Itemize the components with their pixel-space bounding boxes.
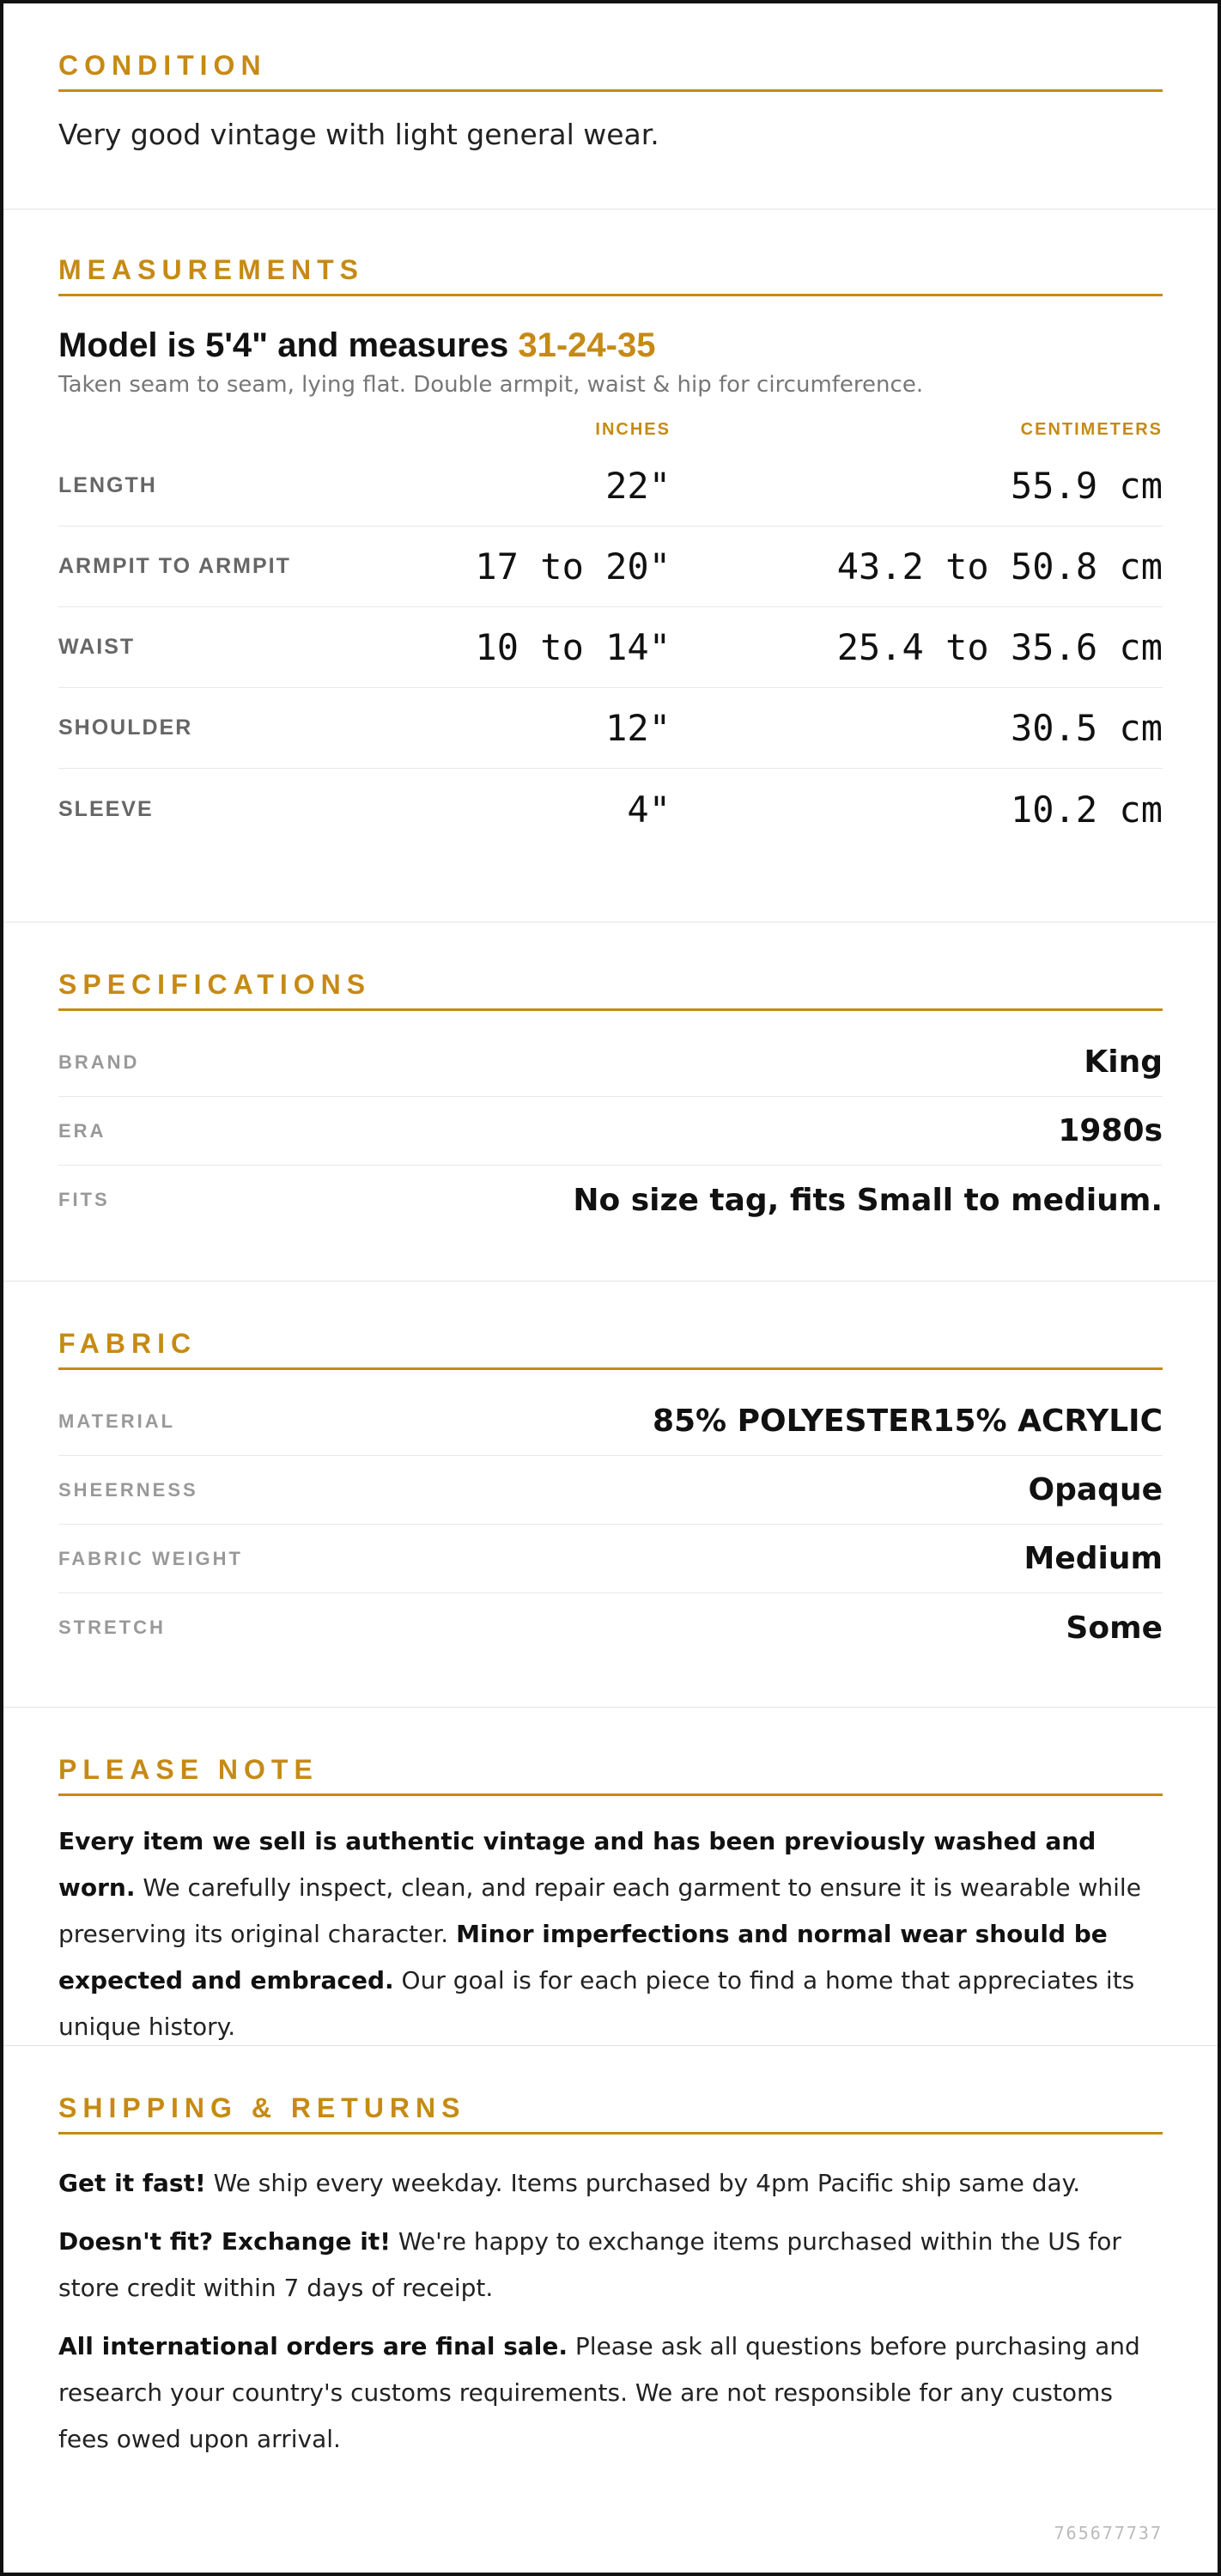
condition-title: CONDITION	[58, 48, 1163, 92]
specifications-list	[58, 1028, 1163, 1234]
measurement-label: WAIST	[58, 635, 136, 659]
fabric-row-weight	[58, 1525, 1163, 1593]
fabric-row-stretch	[58, 1593, 1163, 1662]
shipping-paragraph	[58, 2160, 1163, 2207]
inches-column-header: INCHES	[595, 420, 671, 439]
shipping-returns-title: SHIPPING & RETURNS	[58, 2091, 1163, 2134]
measurement-label: LENGTH	[58, 473, 157, 497]
condition-text: Very good vintage with light general wear.	[58, 118, 659, 151]
measurement-label: ARMPIT TO ARMPIT	[58, 554, 291, 578]
product-id: 765677737	[1054, 2523, 1163, 2543]
note-text	[58, 1818, 1163, 2050]
measurement-label: SLEEVE	[58, 796, 154, 821]
fabric-value: 85% POLYESTER15% ACRYLIC	[652, 1404, 1163, 1439]
measurement-row	[58, 607, 1163, 688]
measurement-row	[58, 446, 1163, 527]
measurement-inches: 22"	[605, 465, 671, 507]
shipping-returns-section	[3, 2046, 1218, 2503]
fabric-label: SHEERNESS	[58, 1478, 198, 1501]
measurement-inches: 12"	[605, 707, 671, 749]
fabric-value: Opaque	[1028, 1472, 1163, 1507]
measurements-header	[58, 420, 1163, 446]
measurement-cm: 10.2 cm	[1010, 788, 1163, 831]
spec-value: No size tag, fits Small to medium.	[573, 1182, 1163, 1218]
measurement-cm: 55.9 cm	[1010, 465, 1163, 507]
shipping-bold: Doesn't fit? Exchange it!	[58, 2227, 391, 2256]
spec-value: King	[1084, 1044, 1163, 1080]
measurement-inches: 10 to 14"	[475, 626, 671, 668]
fabric-row-material	[58, 1387, 1163, 1456]
note-bold-1: Every item we sell is authentic vintage and has been previously washed and worn.	[58, 1827, 1096, 1902]
fabric-label: FABRIC WEIGHT	[58, 1547, 243, 1569]
condition-section	[3, 3, 1218, 210]
spec-value: 1980s	[1058, 1113, 1163, 1148]
model-value: 31-24-35	[518, 326, 656, 364]
fabric-list	[58, 1387, 1163, 1662]
model-measurements	[58, 324, 1163, 367]
measurements-section	[3, 210, 1218, 923]
fabric-section	[3, 1282, 1218, 1708]
fabric-label: MATERIAL	[58, 1410, 176, 1432]
specifications-section	[3, 923, 1218, 1282]
note-text-2: Our goal is for each piece to find a home that appreciates its unique history.	[58, 1966, 1135, 2041]
measurement-inches: 17 to 20"	[475, 545, 671, 588]
measurements-table	[58, 446, 1163, 850]
spec-label: ERA	[58, 1119, 106, 1142]
measurement-inches: 4"	[627, 788, 671, 831]
specifications-title: SPECIFICATIONS	[58, 967, 1163, 1011]
spec-label: BRAND	[58, 1050, 140, 1073]
measurement-row	[58, 527, 1163, 607]
model-prefix: Model is 5'4" and measures	[58, 326, 519, 364]
measurements-title: MEASUREMENTS	[58, 253, 1163, 296]
spec-label: FITS	[58, 1189, 110, 1210]
shipping-text: We ship every weekday. Items purchased by 4pm Pacific ship same day.	[205, 2169, 1081, 2197]
measurement-cm: 43.2 to 50.8 cm	[836, 545, 1163, 588]
note-bold-2: Minor imperfections and normal wear should be expected and embraced.	[58, 1920, 1108, 1994]
measurement-row	[58, 688, 1163, 769]
please-note-section	[3, 1708, 1218, 2046]
fabric-value: Some	[1066, 1610, 1163, 1646]
measurement-cm: 25.4 to 35.6 cm	[836, 626, 1163, 668]
fabric-row-sheerness	[58, 1456, 1163, 1525]
shipping-bold: Get it fast!	[58, 2169, 206, 2197]
measurement-cm: 30.5 cm	[1010, 707, 1163, 749]
shipping-paragraph	[58, 2323, 1163, 2463]
shipping-text: We're happy to exchange items purchased within the US for store credit within 7 days of receipt.	[58, 2227, 1121, 2302]
spec-row-fits	[58, 1166, 1163, 1234]
fabric-value: Medium	[1024, 1541, 1163, 1576]
note-text-1: We carefully inspect, clean, and repair each garment to ensure it is wearable while preserving its original character.	[58, 1873, 1141, 1948]
shipping-bold: All international orders are final sale.	[58, 2332, 568, 2360]
please-note-title: PLEASE NOTE	[58, 1752, 1163, 1796]
measurement-label: SHOULDER	[58, 716, 193, 740]
spec-row-brand	[58, 1028, 1163, 1097]
shipping-paragraph	[58, 2219, 1163, 2311]
measurement-row	[58, 769, 1163, 850]
centimeters-column-header: CENTIMETERS	[1020, 420, 1163, 439]
shipping-text: Please ask all questions before purchasing and research your country's customs requirements. We are not responsible for any customs fees owed upon arrival.	[58, 2332, 1140, 2453]
measurements-subtitle: Taken seam to seam, lying flat. Double armpit, waist & hip for circumference.	[58, 372, 924, 398]
spec-row-era	[58, 1097, 1163, 1166]
fabric-label: STRETCH	[58, 1617, 166, 1638]
fabric-title: FABRIC	[58, 1326, 1163, 1370]
